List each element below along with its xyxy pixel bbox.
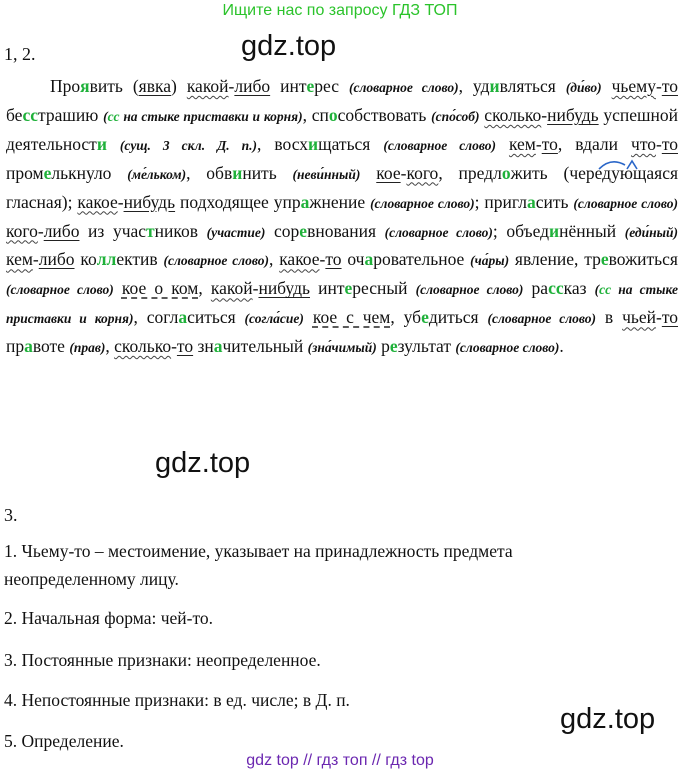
watermark: gdz.top (241, 30, 337, 62)
pronoun: сколько (114, 336, 172, 357)
pronoun: какое (279, 249, 320, 270)
pronoun: чьему (611, 76, 656, 96)
watermark: gdz.top (560, 703, 656, 735)
analysis-line: 3. Постоянные признаки: неопределенное. (4, 650, 321, 670)
watermark: gdz.top (155, 447, 251, 479)
analysis-line: 1. Чьему-то – местоимение, указывает на принадлежность предмета (4, 541, 513, 561)
search-banner: Ищите нас по запросу ГДЗ ТОП (222, 2, 458, 19)
prefix-arc-icon (597, 157, 641, 171)
pronoun: кое с чем (312, 307, 391, 328)
pronoun: какой (186, 76, 229, 96)
pronoun: сколько (484, 104, 542, 125)
pronoun: кого (406, 162, 439, 183)
pronoun: кого (6, 220, 38, 241)
pronoun: что (631, 133, 656, 154)
exercise-paragraph: Проявить (явка) какой-либо интерес (словарное слово), удивляться (ди́во) чьему-то бесстрашию (сс на стыке приставки и корня), способствовать (спо́соб) сколько-нибудь успешной деятельности (сущ. 3 скл. Д. п.), восхищаться (словарное слово) кем-то, вдали что-то промелькнуло (ме́льком), обвинить (неви́нный) кое-кого, предложить (чередующаяся гласная); какое-нибудь подходящее упражнение (словарное слово); пригласить (словарное слово) кого-либо из участников (участие) соревнования (словарное слово); объединённый (еди́ный) кем-либо коллектив (словарное слово), какое-то очаровательное (ча́ры) явление, тревожиться (словарное слово) кое о ком, какой-нибудь интересный (словарное слово) рассказ (сс на стыке приставки и корня), согласиться (согла́сие) кое с чем, убедиться (словарное слово) в чьей-то правоте (прав), сколько-то значительный (зна́чимый) результат (словарное слово). (6, 76, 679, 357)
pronoun: кем (6, 249, 33, 270)
section-number: 1, 2. (4, 44, 36, 64)
footer-links: gdz top // гдз топ // гдз top (246, 752, 434, 769)
analysis-line: 2. Начальная форма: чей-то. (4, 608, 214, 628)
pronoun: какое (77, 191, 118, 212)
analysis-line: 5. Определение. (4, 731, 124, 751)
section-number: 3. (4, 505, 18, 525)
analysis-line: 4. Непостоянные признаки: в ед. числе; в Д. п. (4, 690, 350, 710)
analysis-line: неопределенному лицу. (4, 569, 179, 589)
pronoun: кем (508, 133, 536, 154)
pronoun: какой (210, 278, 253, 299)
pronoun: кое о ком (121, 278, 199, 299)
pronoun: чьей (622, 307, 657, 328)
